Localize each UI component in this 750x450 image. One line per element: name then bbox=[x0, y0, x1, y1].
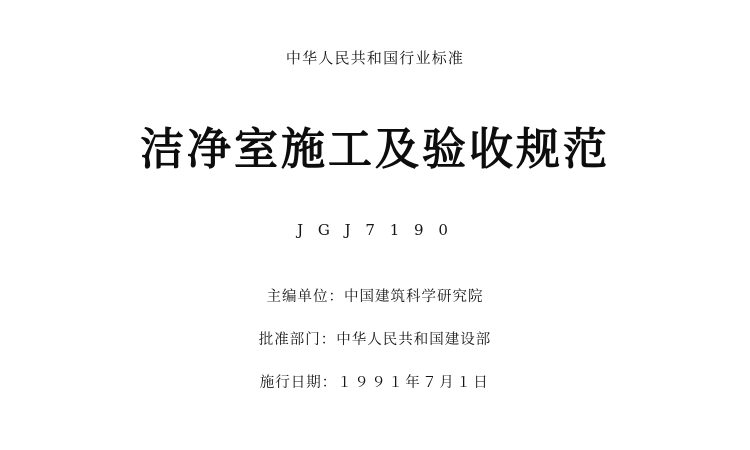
metadata-row-approver bbox=[259, 328, 492, 349]
standard-code: J G J 7 1 9 0 bbox=[297, 221, 453, 239]
metadata-label-effective-date: 施行日期： bbox=[259, 375, 338, 391]
document-metadata bbox=[259, 285, 492, 392]
metadata-value-editor: 中国建筑科学研究院 bbox=[344, 289, 484, 305]
metadata-row-effective-date bbox=[260, 371, 491, 392]
metadata-label-approver: 批准部门： bbox=[258, 332, 337, 348]
standard-issuer-label: 中华人民共和国行业标准 bbox=[285, 49, 465, 67]
page-title: 洁净室施工及验收规范 bbox=[140, 124, 610, 175]
metadata-value-approver: 中华人民共和国建设部 bbox=[336, 332, 492, 348]
metadata-row-editor bbox=[267, 285, 484, 306]
metadata-value-effective-date: １９９１年７月１日 bbox=[337, 375, 491, 391]
metadata-label-editor: 主编单位： bbox=[266, 289, 344, 305]
